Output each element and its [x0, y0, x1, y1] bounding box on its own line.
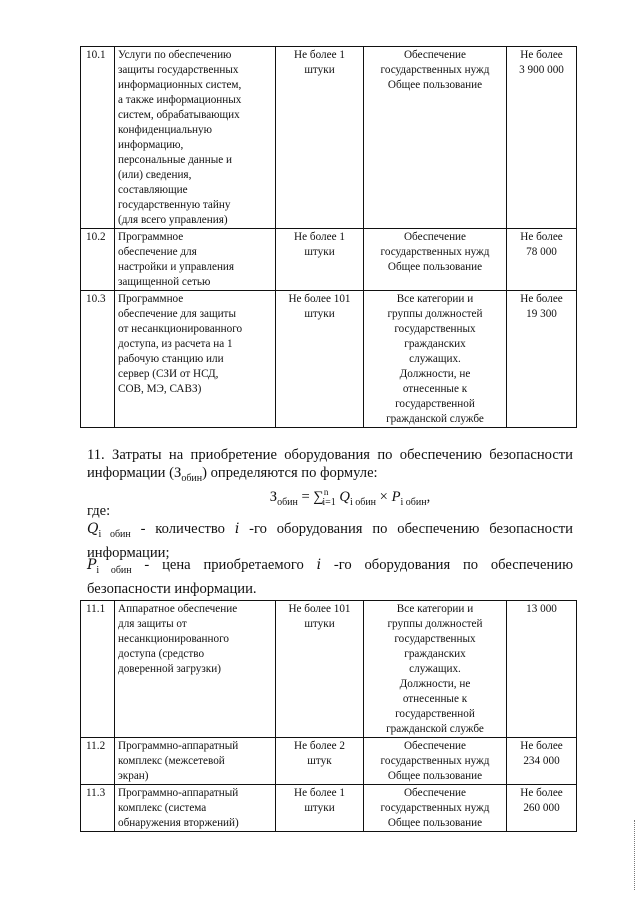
item-quantity-line: Не более 1	[294, 787, 345, 799]
item-name-line: информационных систем,	[118, 79, 242, 91]
item-name-line: защиты государственных	[118, 64, 239, 76]
item-category-line: Должности, не	[399, 678, 471, 690]
item-category-line: гражданской службе	[386, 723, 484, 735]
item-quantity	[276, 291, 364, 428]
item-price-line: Не более	[520, 787, 563, 799]
item-category-line: Обеспечение	[403, 787, 467, 799]
item-price-line: Не более	[520, 49, 563, 61]
item-category	[364, 601, 507, 738]
item-quantity-line: Не более 1	[294, 231, 345, 243]
item-name-line: обнаружения вторжений)	[118, 817, 239, 829]
item-quantity-line: Не более 101	[288, 293, 351, 305]
item-category-line: государственных нужд	[380, 755, 490, 767]
item-category-line: отнесенные к	[402, 693, 468, 705]
item-category-line: служащих.	[409, 353, 461, 365]
item-price-line: 13 000	[526, 603, 557, 615]
item-category-line: государственных нужд	[380, 64, 490, 76]
item-name-line: доступа, из расчета на 1	[118, 338, 233, 350]
table-row	[81, 291, 577, 428]
item-category-line: государственных нужд	[380, 802, 490, 814]
cost-formula: $З_{обин} = \sum^n_{i=1}$ $Q_{i обин} \times P_{i обин}$,	[269, 487, 431, 508]
item-price-line: Не более	[520, 293, 563, 305]
item-category-line: Общее пользование	[387, 770, 483, 782]
item-name-line: комплекс (система	[118, 802, 207, 814]
item-price-line: 260 000	[523, 802, 560, 814]
item-name-line: от несанкционированного	[118, 323, 243, 335]
item-category	[364, 47, 507, 229]
row-number-text: 11.2	[86, 740, 106, 752]
item-quantity-line: штуки	[304, 618, 335, 630]
item-category-line: служащих.	[409, 663, 461, 675]
item-name-line: несанкционированного	[118, 633, 230, 645]
item-price-line: 3 900 000	[519, 64, 564, 76]
row-number	[81, 47, 115, 229]
item-quantity-line: штуки	[304, 64, 335, 76]
item-price-line: 234 000	[523, 755, 560, 767]
item-category-line: Общее пользование	[387, 817, 483, 829]
item-category-line: гражданских	[404, 648, 466, 660]
item-name-line: обеспечение для защиты	[118, 308, 236, 320]
item-category-line: государственных	[394, 323, 476, 335]
item-category-line: группы должностей	[387, 618, 483, 630]
item-name-line: Программное	[118, 293, 184, 305]
item-category	[364, 291, 507, 428]
item-name-line: (для всего управления)	[118, 214, 228, 226]
item-name-line: доступа (средство	[118, 648, 205, 660]
item-category-line: гражданской службе	[386, 413, 484, 425]
item-name-line: для защиты от	[118, 618, 187, 630]
item-name-line: систем, обрабатывающих	[118, 109, 240, 121]
row-number	[81, 229, 115, 291]
item-price	[507, 291, 577, 428]
definition-p: $P_{i обин}$ - цена приобретаемого i -го оборудования по обеспечению безопасности информации.	[87, 557, 574, 597]
item-name-line: экран)	[118, 770, 149, 782]
item-quantity-line: Не более 1	[294, 49, 345, 61]
item-name	[115, 785, 276, 832]
item-price	[507, 785, 577, 832]
item-quantity-line: штуки	[304, 802, 335, 814]
item-category-line: Общее пользование	[387, 79, 483, 91]
table-11-body	[81, 601, 577, 832]
item-price	[507, 47, 577, 229]
item-quantity-line: Не более 101	[288, 603, 351, 615]
item-name-line: Программное	[118, 231, 184, 243]
item-name-line: доверенной загрузки)	[118, 663, 221, 675]
item-name-line: СОВ, МЭ, САВЗ)	[118, 383, 202, 395]
item-name	[115, 229, 276, 291]
item-name-line: настройки и управления	[118, 261, 235, 273]
item-name	[115, 738, 276, 785]
item-name	[115, 47, 276, 229]
item-price-line: Не более	[520, 740, 563, 752]
item-name-line: информацию,	[118, 139, 184, 151]
item-name	[115, 291, 276, 428]
item-name	[115, 601, 276, 738]
item-category-line: Обеспечение	[403, 49, 467, 61]
item-name-line: рабочую станцию или	[118, 353, 224, 365]
row-number	[81, 291, 115, 428]
item-name-line: сервер (СЗИ от НСД,	[118, 368, 219, 380]
item-category-line: Общее пользование	[387, 261, 483, 273]
item-category	[364, 785, 507, 832]
row-number	[81, 601, 115, 738]
definition-q: $Q_{i обин}$ - количество i -го оборудования по обеспечению безопасности информации;	[87, 521, 573, 561]
item-quantity-line: штуки	[304, 308, 335, 320]
row-number-text: 11.1	[86, 603, 106, 615]
item-name-line: Программно-аппаратный	[118, 787, 239, 799]
table-row	[81, 601, 577, 738]
row-number-text: 10.1	[86, 49, 106, 61]
item-quantity	[276, 229, 364, 291]
item-category-line: отнесенные к	[402, 383, 468, 395]
table-row	[81, 738, 577, 785]
item-category-line: государственной	[395, 398, 475, 410]
item-name-line: (или) сведения,	[118, 169, 192, 181]
row-number	[81, 738, 115, 785]
row-number	[81, 785, 115, 832]
item-name-line: персональные данные и	[118, 154, 233, 166]
item-name-line: Аппаратное обеспечение	[118, 603, 238, 615]
row-number-text: 10.3	[86, 293, 106, 305]
where-label: где:	[87, 503, 111, 519]
row-number-text: 11.3	[86, 787, 106, 799]
scan-margin-marks	[634, 820, 638, 890]
item-name-line: составляющие	[118, 184, 188, 196]
item-quantity	[276, 47, 364, 229]
item-price-line: 78 000	[526, 246, 557, 258]
item-category-line: Все категории и	[396, 603, 474, 615]
item-name-line: Программно-аппаратный	[118, 740, 239, 752]
item-category-line: Обеспечение	[403, 231, 467, 243]
item-category-line: Должности, не	[399, 368, 471, 380]
item-quantity	[276, 785, 364, 832]
item-category-line: государственной	[395, 708, 475, 720]
item-category	[364, 738, 507, 785]
item-category-line: Все категории и	[396, 293, 474, 305]
item-quantity-line: Не более 2	[294, 740, 345, 752]
equipment-table-11	[80, 600, 577, 832]
item-category-line: государственных	[394, 633, 476, 645]
table-10-body	[81, 47, 577, 428]
item-category-line: государственных нужд	[380, 246, 490, 258]
item-quantity	[276, 601, 364, 738]
item-price-line: Не более	[520, 231, 563, 243]
table-row	[81, 47, 577, 229]
item-quantity-line: штук	[307, 755, 332, 767]
item-quantity-line: штуки	[304, 246, 335, 258]
item-category-line: гражданских	[404, 338, 466, 350]
item-name-line: государственную тайну	[118, 199, 231, 211]
item-name-line: а также информационных	[118, 94, 242, 106]
item-price	[507, 601, 577, 738]
item-name-line: конфиденциальную	[118, 124, 212, 136]
item-quantity	[276, 738, 364, 785]
row-number-text: 10.2	[86, 231, 106, 243]
item-price-line: 19 300	[526, 308, 557, 320]
table-row	[81, 785, 577, 832]
item-name-line: комплекс (межсетевой	[118, 755, 225, 767]
item-category-line: Обеспечение	[403, 740, 467, 752]
table-row	[81, 229, 577, 291]
item-name-line: обеспечение для	[118, 246, 197, 258]
item-price	[507, 229, 577, 291]
section-11-intro: 11. Затраты на приобретение оборудования по обеспечению безопасности информации $(З_{обин})$ определяются по формуле:	[87, 447, 573, 484]
equipment-table-10	[80, 46, 577, 428]
item-price	[507, 738, 577, 785]
item-name-line: защищенной сетью	[118, 276, 211, 288]
item-name-line: Услуги по обеспечению	[118, 49, 232, 61]
item-category-line: группы должностей	[387, 308, 483, 320]
item-category	[364, 229, 507, 291]
